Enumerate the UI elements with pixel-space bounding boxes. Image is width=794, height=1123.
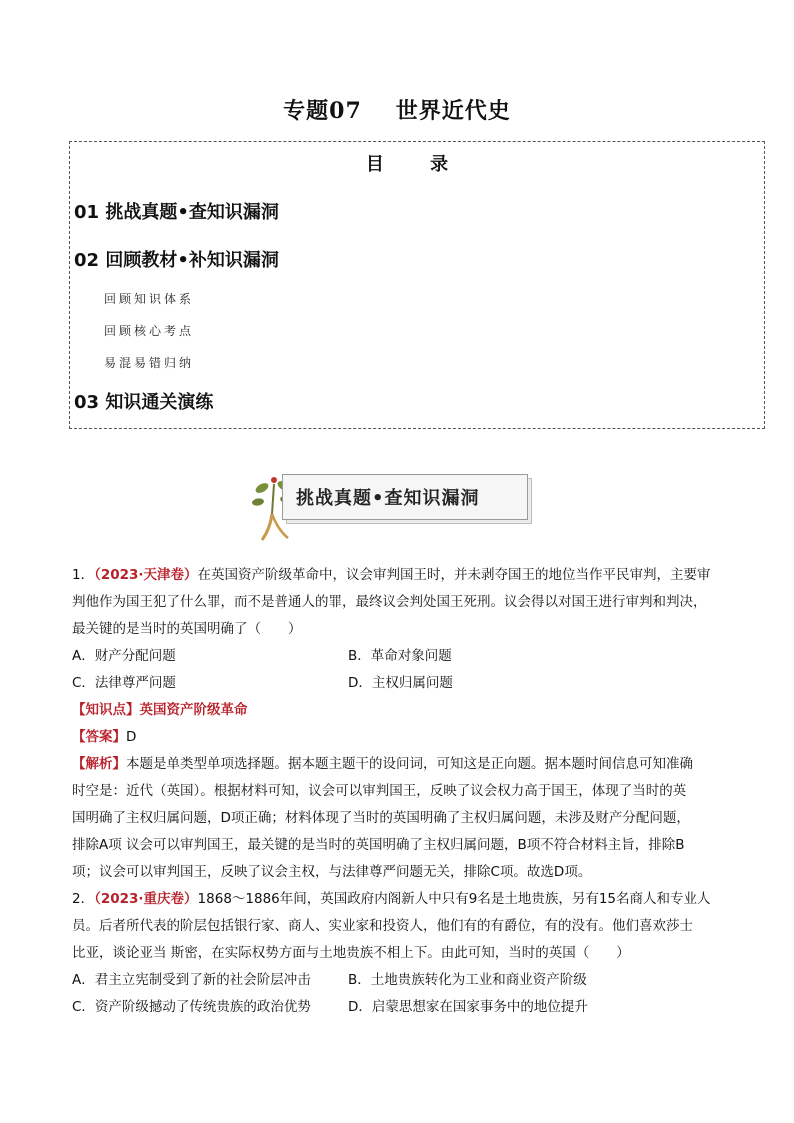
- toc-item-02[interactable]: 02 回顾教材•补知识漏洞: [74, 250, 279, 271]
- q1-analysis-l4: 排除A项 议会可以审判国王，最关键的是当时的英国明确了主权归属问题，B项不符合材料主旨，排除B: [72, 837, 685, 853]
- q2-option-d[interactable]: D．启蒙思想家在国家事务中的地位提升: [348, 999, 588, 1015]
- q1-analysis-l2: 时空是：近代（英国）。根据材料可知，议会可以审判国王，反映了议会权力高于国王，体现了当时的英: [72, 783, 687, 799]
- q1-analysis-l5: 项；议会可以审判国王，反映了议会主权，与法律尊严问题无关，排除C项。故选D项。: [72, 864, 592, 880]
- q1-knowledge: 【知识点】英国资产阶级革命: [72, 702, 248, 718]
- table-of-contents: [69, 141, 765, 429]
- q2-options-row2: [72, 994, 726, 1021]
- toc-item-03[interactable]: 03 知识通关演练: [74, 392, 214, 413]
- q2-line1: 2．（2023·重庆卷）1868～1886年间，英国政府内阁新人中只有9名是土地贵族，另有15名商人和专业人: [72, 891, 711, 907]
- q1-line2: 判他作为国王犯了什么罪，而不是普通人的罪，最终议会判处国王死刑。议会得以对国王进行审判和判决，: [72, 594, 707, 610]
- q1-analysis-l3: 国明确了主权归属问题，D项正确；材料体现了当时的英国明确了主权归属问题，未涉及财产分配问题，: [72, 810, 690, 826]
- q2-line3: 比亚，谈论亚当 斯密，在实际权势方面与土地贵族不相上下。由此可知，当时的英国（ ）: [72, 945, 630, 961]
- banner-text: 挑战真题•查知识漏洞: [296, 488, 480, 509]
- title-subject: 世界近代史: [395, 98, 511, 124]
- q1-solution: [72, 697, 726, 886]
- q2-option-c[interactable]: C．资产阶级撼动了传统贵族的政治优势: [72, 999, 311, 1015]
- q1-source: （2023·天津卷）: [94, 567, 198, 583]
- title-topic: 专题07: [283, 98, 362, 124]
- toc-heading: 目 录: [365, 154, 469, 175]
- q2-options-row1: [72, 967, 726, 994]
- question-2: [72, 886, 726, 967]
- q1-line3: 最关键的是当时的英国明确了（ ）: [72, 621, 302, 637]
- toc-subitem-core[interactable]: 回顾核心考点: [104, 324, 195, 338]
- toc-subitem-mistakes[interactable]: 易混易错归纳: [104, 356, 195, 370]
- q1-options-row2: [72, 670, 726, 697]
- q2-option-b[interactable]: B．土地贵族转化为工业和商业资产阶级: [348, 972, 587, 988]
- q1-option-a[interactable]: A．财产分配问题: [72, 648, 176, 664]
- q2-option-a[interactable]: A．君主立宪制受到了新的社会阶层冲击: [72, 972, 311, 988]
- q1-option-d[interactable]: D．主权归属问题: [348, 675, 453, 691]
- q2-line2: 员。后者所代表的阶层包括银行家、商人、实业家和投资人，他们有的有爵位，有的没有。他们喜欢莎士: [72, 918, 693, 934]
- toc-item-01[interactable]: 01 挑战真题•查知识漏洞: [74, 202, 279, 223]
- q1-option-b[interactable]: B．革命对象问题: [348, 648, 452, 664]
- section-banner: [248, 474, 538, 544]
- q2-source: （2023·重庆卷）: [94, 891, 198, 907]
- question-1: [72, 562, 726, 643]
- q1-option-c[interactable]: C．法律尊严问题: [72, 675, 176, 691]
- q1-line1: 1．（2023·天津卷）在英国资产阶级革命中，议会审判国王时，并未剥夺国王的地位当作平民审判，主要审: [72, 567, 711, 583]
- toc-subitem-system[interactable]: 回顾知识体系: [104, 292, 195, 306]
- q1-options-row1: [72, 643, 726, 670]
- q1-analysis-l1: 【解析】本题是单类型单项选择题。据本题主题干的设问词，可知这是正向题。据本题时间信息可知准确: [72, 756, 693, 772]
- q1-answer: 【答案】D: [72, 729, 137, 745]
- page-title: [0, 94, 794, 125]
